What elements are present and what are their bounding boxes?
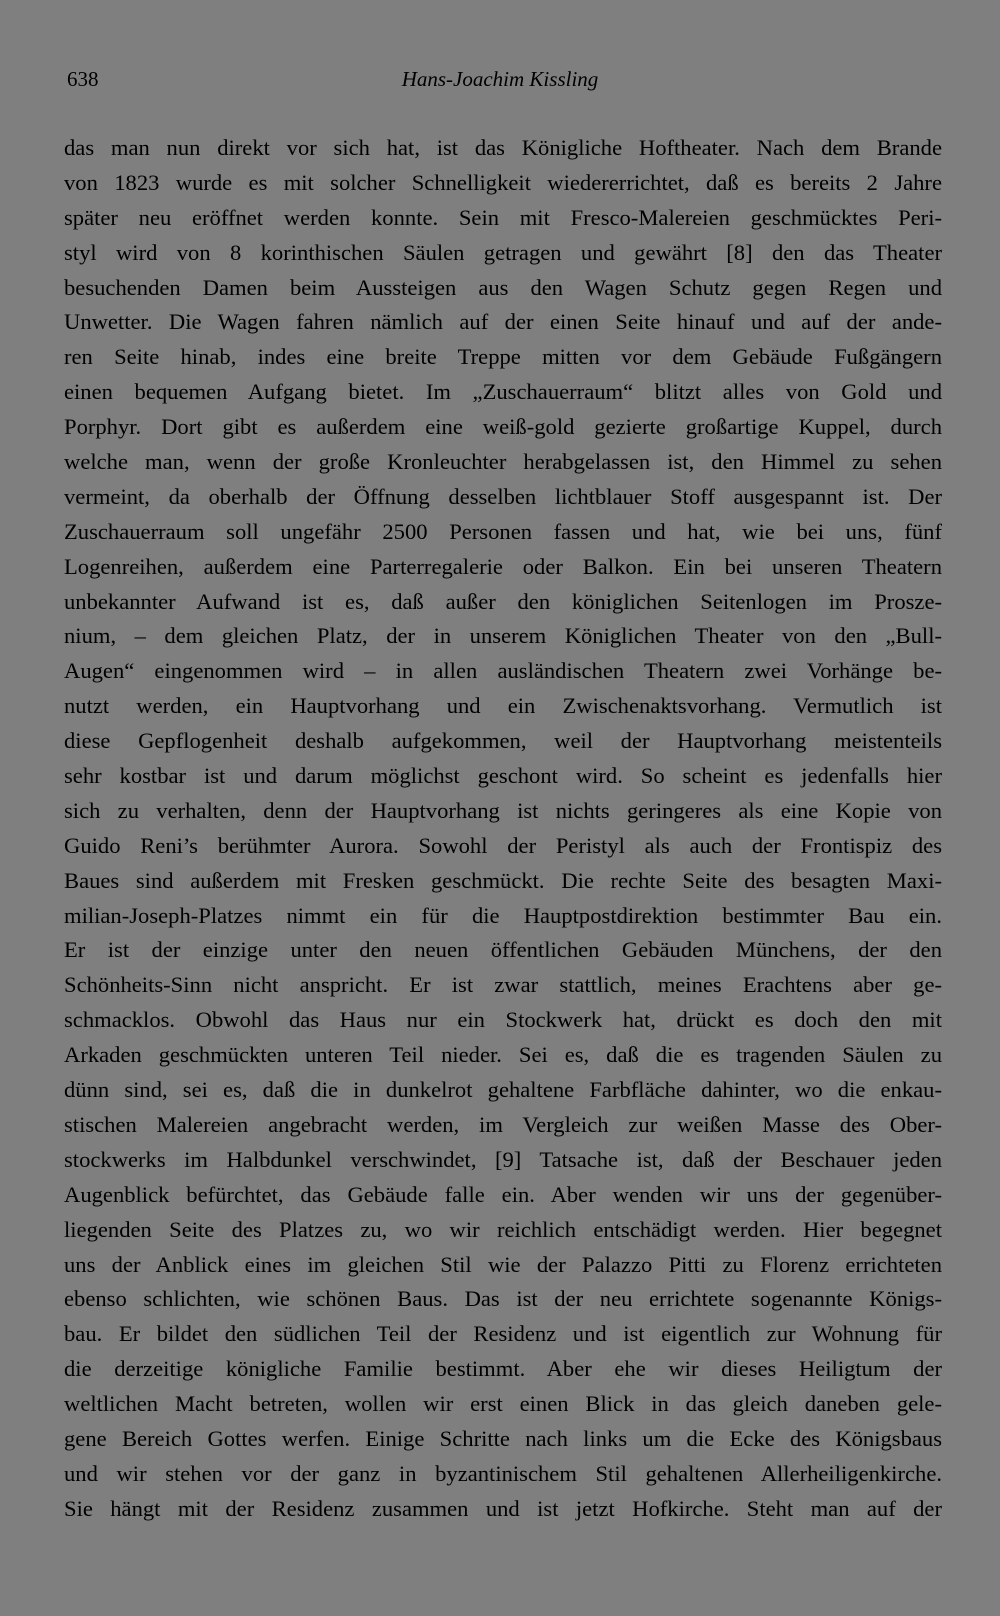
text-line: stischen Malereien angebracht werden, im Vergleich zur weißen Masse des Ober-: [64, 1111, 942, 1137]
text-line: Augen“ eingenommen wird – in allen ausländischen Theatern zwei Vorhänge be-: [64, 658, 942, 684]
text-line: liegenden Seite des Platzes zu, wo wir reichlich entschädigt werden. Hier begegnet: [64, 1216, 942, 1242]
text-line: Er ist der einzige unter den neuen öffentlichen Gebäuden Münchens, der den: [64, 937, 942, 963]
text-line: uns der Anblick eines im gleichen Stil wie der Palazzo Pitti zu Florenz errichteten: [64, 1251, 942, 1277]
text-line: sehr kostbar ist und darum möglichst geschont wird. So scheint es jedenfalls hier: [64, 763, 942, 789]
text-line: bau. Er bildet den südlichen Teil der Residenz und ist eigentlich zur Wohnung für: [64, 1321, 942, 1347]
text-line: später neu eröffnet werden konnte. Sein mit Fresco-Malereien geschmücktes Peri-: [64, 204, 942, 230]
text-line: dünn sind, sei es, daß die in dunkelrot gehaltene Farbfläche dahinter, wo die enkau-: [64, 1077, 942, 1103]
text-line: milian-Joseph-Platzes nimmt ein für die Hauptpostdirektion bestimmter Bau ein.: [64, 902, 942, 928]
page-number: 638: [67, 67, 99, 91]
text-line: weltlichen Macht betreten, wollen wir erst einen Blick in das gleich daneben gele-: [64, 1391, 942, 1417]
text-line: Zuschauerraum soll ungefähr 2500 Personen fassen und hat, wie bei uns, fünf: [64, 518, 942, 544]
text-line: styl wird von 8 korinthischen Säulen getragen und gewährt [8] den das Theater: [64, 239, 942, 265]
text-line: Baues sind außerdem mit Fresken geschmückt. Die rechte Seite des besagten Maxi-: [64, 867, 942, 893]
text-line: stockwerks im Halbdunkel verschwindet, [9] Tatsache ist, daß der Beschauer jeden: [64, 1146, 942, 1172]
text-line: das man nun direkt vor sich hat, ist das Königliche Hoftheater. Nach dem Brande: [64, 135, 942, 160]
text-line: Augenblick befürchtet, das Gebäude falle ein. Aber wenden wir uns der gegenüber-: [64, 1181, 942, 1207]
text-line: schmacklos. Obwohl das Haus nur ein Stockwerk hat, drückt es doch den mit: [64, 1007, 942, 1033]
text-line: welche man, wenn der große Kronleuchter herabgelassen ist, den Himmel zu sehen: [64, 449, 942, 475]
running-head: Hans-Joachim Kissling: [401, 67, 599, 91]
text-line: ren Seite hinab, indes eine breite Treppe mitten vor dem Gebäude Fußgängern: [64, 344, 942, 370]
text-line: ebenso schlichten, wie schönen Baus. Das ist der neu errichtete sogenannte Königs-: [64, 1286, 942, 1312]
text-line: vermeint, da oberhalb der Öffnung desselben lichtblauer Stoff ausgespannt ist. Der: [64, 483, 942, 509]
text-line: Schönheits-Sinn nicht anspricht. Er ist zwar stattlich, meines Erachtens aber ge-: [64, 972, 942, 998]
text-line: Unwetter. Die Wagen fahren nämlich auf der einen Seite hinauf und auf der ande-: [64, 309, 942, 335]
text-line: von 1823 wurde es mit solcher Schnelligkeit wiedererrichtet, daß es bereits 2 Jahre: [64, 169, 942, 195]
text-line: diese Gepflogenheit deshalb aufgekommen, weil der Hauptvorhang meistenteils: [64, 728, 942, 754]
text-line: sich zu verhalten, denn der Hauptvorhang ist nichts geringeres als eine Kopie von: [64, 797, 942, 823]
text-line: nium, – dem gleichen Platz, der in unserem Königlichen Theater von den „Bull-: [64, 623, 942, 649]
text-line: Logenreihen, außerdem eine Parterregalerie oder Balkon. Ein bei unseren Theatern: [64, 553, 942, 579]
text-line: die derzeitige königliche Familie bestimmt. Aber ehe wir dieses Heiligtum der: [64, 1356, 942, 1382]
text-line: einen bequemen Aufgang bietet. Im „Zuschauerraum“ blitzt alles von Gold und: [64, 379, 942, 405]
text-line: gene Bereich Gottes werfen. Einige Schritte nach links um die Ecke des Königsbaus: [64, 1425, 942, 1451]
text-line: und wir stehen vor der ganz in byzantinischem Stil gehaltenen Allerheiligenkirche.: [64, 1460, 942, 1486]
text-line: besuchenden Damen beim Aussteigen aus den Wagen Schutz gegen Regen und: [64, 274, 942, 300]
text-line: nutzt werden, ein Hauptvorhang und ein Zwischenaktsvorhang. Vermutlich ist: [64, 693, 942, 719]
text-line: Guido Reni’s berühmter Aurora. Sowohl der Peristyl als auch der Frontispiz des: [64, 832, 942, 858]
text-line: Sie hängt mit der Residenz zusammen und ist jetzt Hofkirche. Steht man auf der: [64, 1495, 942, 1521]
text-line: unbekannter Aufwand ist es, daß außer den königlichen Seitenlogen im Prosze-: [64, 588, 942, 614]
text-line: Porphyr. Dort gibt es außerdem eine weiß-gold gezierte großartige Kuppel, durch: [64, 414, 942, 440]
text-line: Arkaden geschmückten unteren Teil nieder. Sei es, daß die es tragenden Säulen zu: [64, 1042, 942, 1068]
body-text: [64, 131, 942, 1527]
